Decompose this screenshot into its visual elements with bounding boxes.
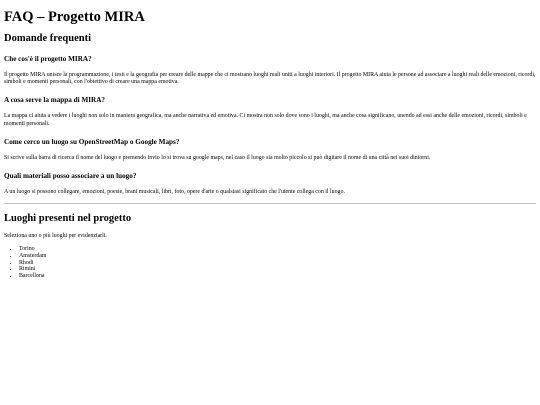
- faq-question: Quali materiali posso associare a un luogo?: [4, 172, 137, 181]
- faq-question: Come cerco un luogo su OpenStreetMap o Google Maps?: [4, 137, 180, 146]
- places-section: [4, 212, 536, 279]
- faq-answer: Si scrive sulla barra di ricerca il nome del luogo e premendo invio lo si trova su google maps, nel caso il luogo sia molto piccolo si può digitare il nome di una città nei suoi dintorni.: [4, 154, 431, 161]
- places-heading: Luoghi presenti nel progetto: [4, 213, 132, 225]
- faq-item: [4, 138, 536, 162]
- places-list: [4, 246, 536, 279]
- section-divider: [4, 203, 536, 204]
- faq-answer: Il progetto MIRA unisce la programmazione, i testi e la geografia per creare delle mappe che ci mostrano luoghi reali uniti a luoghi interiori. Il progetto MIRA aiuta le persone ad associare a luoghi reali delle emozioni, ricordi, simboli e momenti personali, con l'obiettivo di creare una mappa emotiva.: [4, 72, 536, 86]
- place-item-rhodi[interactable]: • Rhodi: [19, 260, 536, 267]
- place-item-torino[interactable]: • Torino: [19, 246, 536, 253]
- place-item-amsterdam[interactable]: • Amsterdam: [19, 253, 536, 260]
- faq-answer: A un luogo si possono collegare, emozioni, poesie, brani musicali, libri, foto, opere d'arte o qualsiasi significato che l'utente collega con il luogo.: [4, 189, 345, 196]
- page-title: FAQ – Progetto MIRA: [4, 9, 145, 25]
- faq-item: [4, 96, 536, 127]
- place-item-rimini[interactable]: • Rimini: [19, 266, 536, 273]
- faq-item: [4, 172, 536, 196]
- faq-page: [4, 0, 536, 279]
- faq-question: A cosa serve la mappa di MIRA?: [4, 96, 106, 105]
- faq-answer: La mappa ci aiuta a vedere i luoghi non solo in maniera geografica, ma anche narrativa ed emotiva. Ci mostra non solo dove sono i luoghi, ma anche cosa significano, unendo ad essi anche delle emozioni, ricordi, simboli e momenti personali.: [4, 113, 527, 127]
- faq-item: [4, 55, 536, 86]
- faq-section: [4, 32, 536, 196]
- place-item-barcellona[interactable]: • Barcellona: [19, 273, 536, 280]
- faq-question: Che cos'è il progetto MIRA?: [4, 55, 92, 63]
- places-instruction: Seleziona uno o più luoghi per evidenziarli.: [4, 233, 107, 240]
- faq-heading: Domande frequenti: [4, 33, 92, 44]
